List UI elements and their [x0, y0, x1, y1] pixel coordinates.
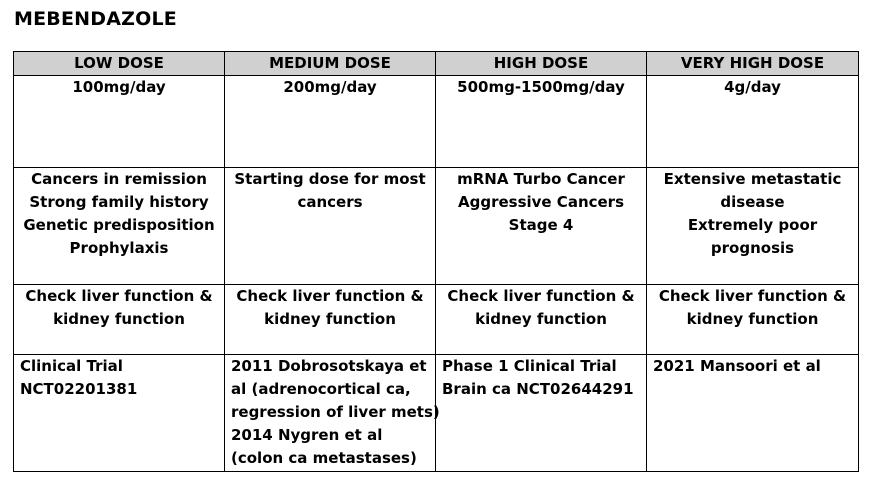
- reference-line: 2014 Nygren et al: [231, 426, 383, 444]
- reference-cell-very-high: [647, 355, 859, 472]
- dose-cell-low: 100mg/day: [14, 76, 225, 168]
- reference-line: Brain ca NCT02644291: [442, 380, 634, 398]
- monitoring-line: Check liver function &: [236, 287, 424, 305]
- dose-cell-very-high: 4g/day: [647, 76, 859, 168]
- dose-cell-medium: 200mg/day: [225, 76, 436, 168]
- indication-cell-high: [436, 168, 647, 285]
- monitoring-cell-high: [436, 285, 647, 355]
- indication-line: Extremely poor: [687, 216, 818, 234]
- monitoring-cell-very-high: [647, 285, 859, 355]
- indication-line: Stage 4: [508, 216, 574, 234]
- indication-line: Aggressive Cancers: [457, 193, 625, 211]
- monitoring-line: Check liver function &: [25, 287, 213, 305]
- header-medium-dose: MEDIUM DOSE: [225, 52, 436, 76]
- indication-line: Strong family history: [29, 193, 209, 211]
- header-row: [14, 52, 859, 76]
- indication-line: Extensive metastatic: [663, 170, 842, 188]
- monitoring-line: Check liver function &: [658, 287, 847, 305]
- monitoring-line: Check liver function &: [447, 287, 635, 305]
- indication-line: cancers: [297, 193, 363, 211]
- header-very-high-dose: VERY HIGH DOSE: [647, 52, 859, 76]
- reference-line: Clinical Trial: [20, 357, 123, 375]
- reference-line: Phase 1 Clinical Trial: [442, 357, 617, 375]
- indication-line: mRNA Turbo Cancer: [457, 170, 625, 188]
- reference-line: (colon ca metastases): [231, 449, 417, 467]
- dose-row: [14, 76, 859, 168]
- indication-row: [14, 168, 859, 285]
- monitoring-line: kidney function: [264, 310, 396, 328]
- indication-line: prognosis: [710, 239, 795, 257]
- monitoring-line: kidney function: [53, 310, 185, 328]
- indication-cell-very-high: [647, 168, 859, 285]
- reference-line: al (adrenocortical ca,: [231, 380, 411, 398]
- header-high-dose: HIGH DOSE: [436, 52, 647, 76]
- indication-cell-medium: [225, 168, 436, 285]
- indication-cell-low: [14, 168, 225, 285]
- reference-cell-medium: [225, 355, 440, 472]
- reference-line: 2021 Mansoori et al: [653, 357, 821, 375]
- reference-row: [14, 355, 859, 472]
- reference-line: regression of liver mets): [231, 403, 440, 421]
- dose-table: [13, 51, 859, 472]
- monitoring-cell-medium: [225, 285, 436, 355]
- reference-line: 2011 Dobrosotskaya et: [231, 357, 427, 375]
- indication-line: Cancers in remission: [31, 170, 207, 188]
- header-low-dose: LOW DOSE: [14, 52, 225, 76]
- reference-line: NCT02201381: [20, 380, 138, 398]
- indication-line: Genetic predisposition: [23, 216, 215, 234]
- indication-line: disease: [720, 193, 785, 211]
- reference-cell-high: [436, 355, 647, 472]
- monitoring-line: kidney function: [475, 310, 607, 328]
- document-title: MEBENDAZOLE: [14, 8, 177, 30]
- indication-line: Starting dose for most: [234, 170, 426, 188]
- dose-cell-high: 500mg-1500mg/day: [436, 76, 647, 168]
- monitoring-cell-low: [14, 285, 225, 355]
- reference-cell-low: [14, 355, 225, 472]
- indication-line: Prophylaxis: [69, 239, 169, 257]
- monitoring-row: [14, 285, 859, 355]
- monitoring-line: kidney function: [686, 310, 819, 328]
